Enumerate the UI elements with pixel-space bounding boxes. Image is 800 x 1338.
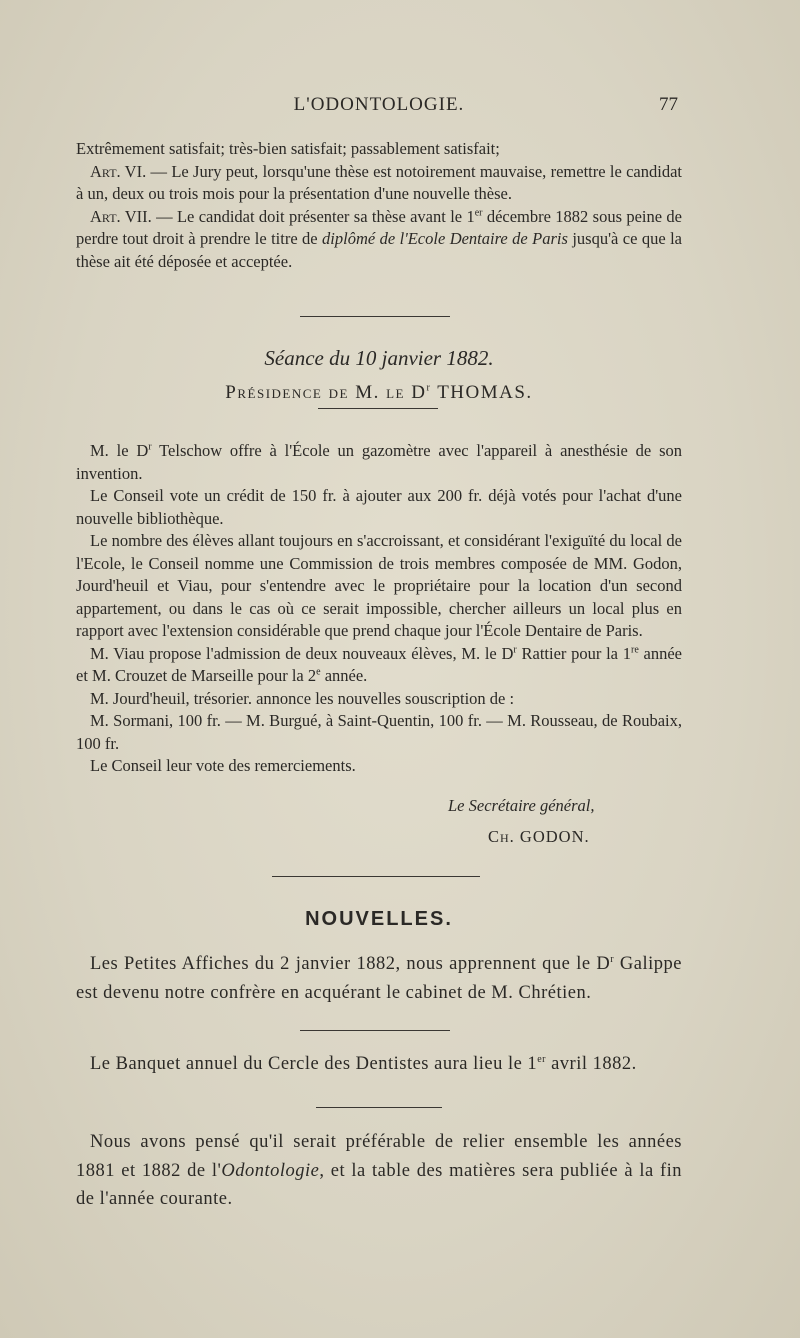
- news-item: Nous avons pensé qu'il serait préférable de relier ensemble les années 1881 et 1882 de l'Odontologie, et la table des matières sera publiée à la fin de l'année courante.: [76, 1132, 682, 1209]
- article-7-label: Art. VII.: [90, 206, 152, 226]
- page-header: [74, 94, 684, 124]
- minutes-paragraph: Le Conseil leur vote des remerciements.: [90, 756, 356, 775]
- news-item: Les Petites Affiches du 2 janvier 1882, nous apprennent que le $D^r$ Galippe est devenu notre confrère en acquérant le cabinet de M. Chrétien.: [76, 953, 682, 1003]
- signature-block: [448, 790, 594, 852]
- article-6: Art. VI. — Le Jury peut, lorsqu'une thèse est notoirement mauvaise, remettre le candidat à un, deux ou trois mois pour la présentation d'une nouvelle thèse.: [76, 161, 682, 203]
- session-minutes: [76, 440, 682, 778]
- news-item: Le Banquet annuel du Cercle des Dentistes aura lieu le 1er avril 1882.: [90, 1053, 637, 1074]
- separator-rule: [300, 1030, 450, 1031]
- presidence-line: Présidence de M. le $D^r$ THOMAS.: [225, 382, 533, 403]
- news-title: NOUVELLES.: [305, 908, 453, 930]
- separator-rule: [318, 408, 438, 409]
- page-number: 77: [659, 94, 678, 115]
- diploma-title: diplômé de l'Ecole Dentaire de Paris: [322, 229, 568, 248]
- minutes-paragraph: M. Sormani, 100 fr. — M. Burgué, à Saint-Quentin, 100 fr. — M. Rousseau, de Roubaix, 100 fr.: [76, 711, 682, 753]
- signature-role: Le Secrétaire général,: [448, 796, 595, 815]
- regulations-continuation: [76, 138, 682, 273]
- running-title: L'ODONTOLOGIE.: [293, 94, 465, 115]
- minutes-paragraph: Le Conseil vote un crédit de 150 fr. à ajouter aux 200 fr. déjà votés pour l'achat d'une nouvelle bibliothèque.: [76, 486, 682, 528]
- separator-rule: [272, 876, 480, 877]
- article-6-label: Art. VI.: [90, 161, 147, 181]
- article-7: Art. VII. — Le candidat doit présenter sa thèse avant le 1er décembre 1882 sous peine de perdre tout droit à prendre le titre de diplômé de l'Ecole Dentaire de Paris jusqu'à ce que la thèse ait été déposée et acceptée.: [76, 206, 682, 271]
- session-title: Séance du 10 janvier 1882.: [264, 346, 494, 370]
- minutes-paragraph: M. Viau propose l'admission de deux nouveaux élèves, M. le $D^r$ Rattier pour la 1re année et M. Crouzet de Marseille pour la 2e année.: [76, 643, 682, 685]
- separator-rule: [300, 316, 450, 317]
- minutes-paragraph: Le nombre des élèves allant toujours en s'accroissant, et considérant l'exiguïté du local de l'Ecole, le Conseil nomme une Commission de trois membres composée de MM. Godon, Jourd'heuil et Viau, pour s'entendre avec le propriétaire pour la location d'un second appartement, ou dans le cas où ce serait impossible, chercher ailleurs un local plus en rapport avec l'extension considérable que prend chaque jour l'École Dentaire de Paris.: [76, 531, 682, 640]
- minutes-paragraph: M. Jourd'heuil, trésorier. annonce les nouvelles souscription de :: [90, 688, 515, 708]
- journal-title: Odontologie: [221, 1160, 320, 1181]
- minutes-paragraph: M. le $D^r$ Telschow offre à l'École un gazomètre avec l'appareil à anesthésie de son invention.: [76, 441, 682, 483]
- grades-line: Extrêmement satisfait; très-bien satisfait; passablement satisfait;: [76, 139, 500, 158]
- signature-name: Ch. GODON.: [488, 827, 590, 846]
- separator-rule: [316, 1107, 442, 1108]
